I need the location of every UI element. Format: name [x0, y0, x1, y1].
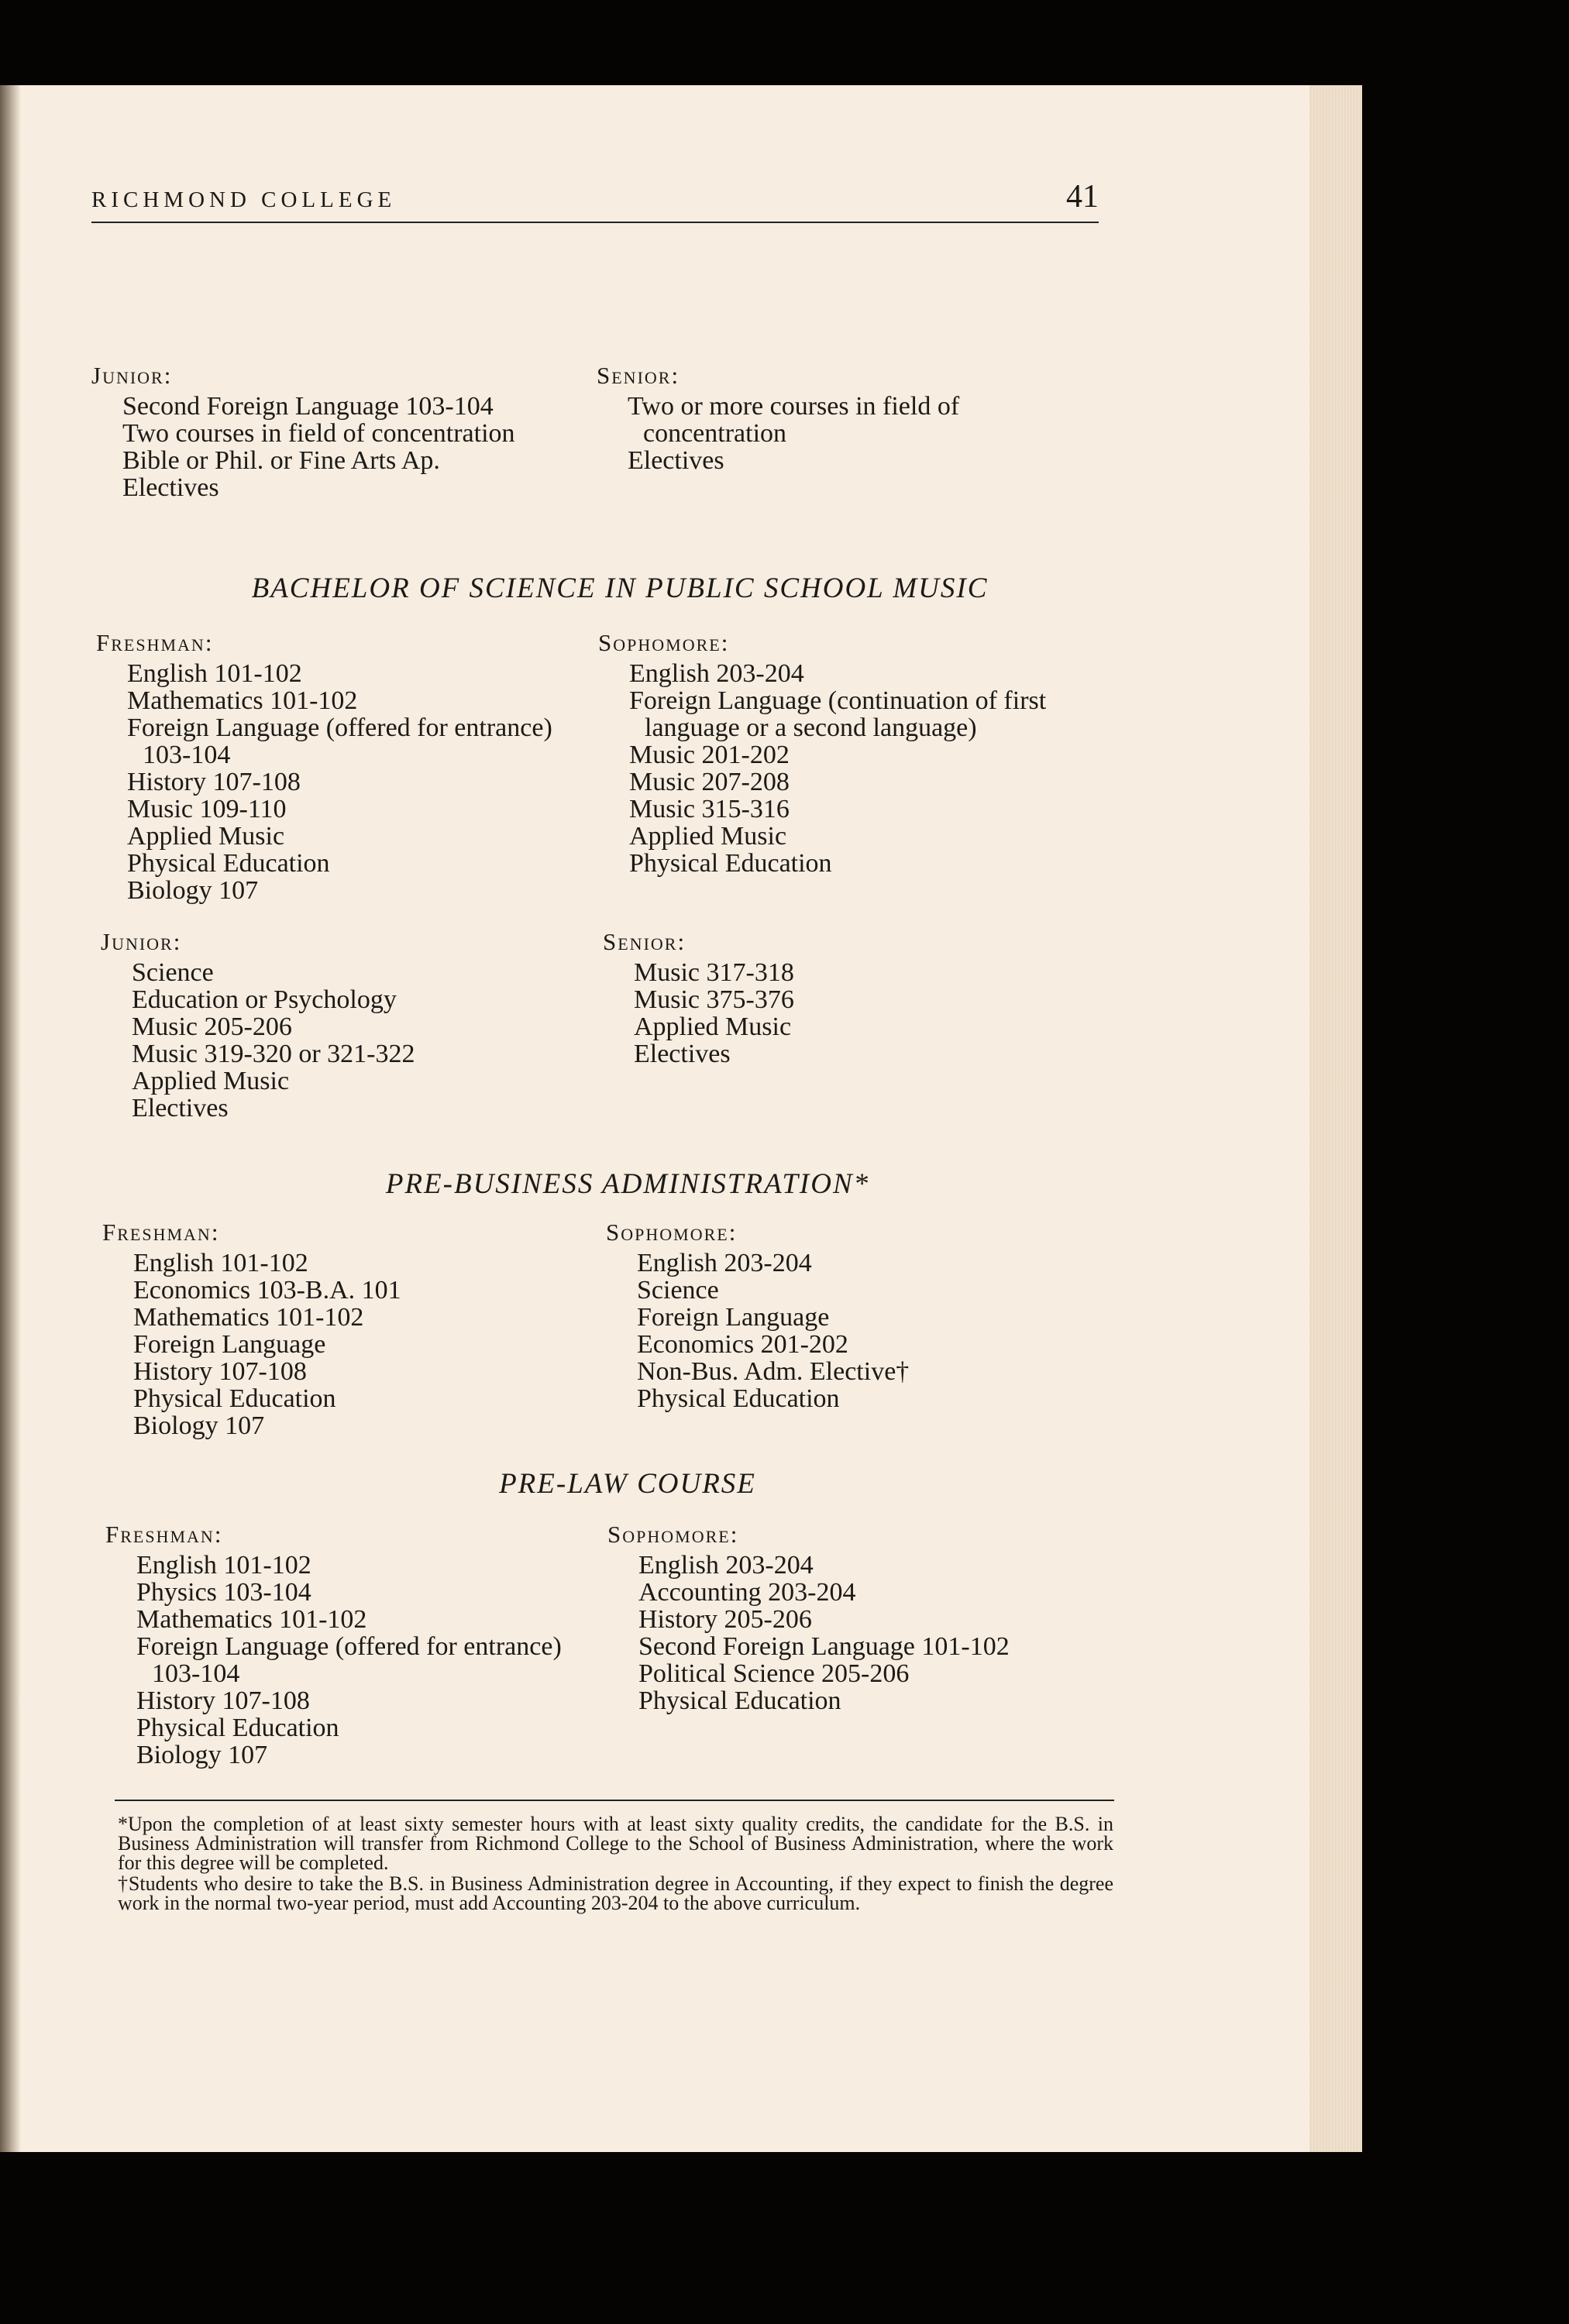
course-item: Two courses in field of concentration — [122, 419, 515, 448]
course-item: Second Foreign Language 101-102 — [638, 1632, 1010, 1661]
course-item: Biology 107 — [136, 1741, 268, 1769]
course-item: Physical Education — [136, 1714, 339, 1742]
course-item: Music 109-110 — [127, 795, 287, 823]
course-item: Physical Education — [637, 1384, 840, 1413]
year-heading: Junior: — [101, 928, 182, 955]
course-item: English 203-204 — [637, 1249, 812, 1277]
footnote-rule — [115, 1800, 1114, 1801]
music-senior-block — [603, 928, 794, 1067]
course-item: Bible or Phil. or Fine Arts Ap. — [122, 446, 440, 475]
course-item: Mathematics 101-102 — [127, 686, 358, 715]
footnote-dagger: †Students who desire to take the B.S. in Business Administration degree in Accounting, if they expect to finish the degree work in the normal two-year period, must add Accounting 203-204 to the above curriculum. — [118, 1872, 1113, 1914]
section-title-bs-music: BACHELOR OF SCIENCE IN PUBLIC SCHOOL MUSIC — [251, 572, 989, 604]
year-heading: Sophomore: — [598, 629, 730, 656]
running-head: RICHMOND COLLEGE — [91, 187, 397, 212]
course-item: Physical Education — [629, 849, 832, 878]
course-item: Mathematics 101-102 — [136, 1605, 367, 1634]
course-item: Music 315-316 — [629, 795, 790, 823]
ba-junior-block — [91, 362, 541, 501]
music-junior-block — [101, 928, 415, 1122]
course-item: History 107-108 — [136, 1686, 310, 1715]
course-item: Foreign Language (continuation of first language or a second language) — [629, 686, 1047, 742]
course-item: Electives — [628, 446, 724, 475]
course-item: Physics 103-104 — [136, 1578, 311, 1607]
course-item: History 107-108 — [133, 1357, 307, 1386]
course-item: English 101-102 — [127, 659, 302, 688]
course-item: Applied Music — [127, 822, 285, 851]
page-header — [91, 178, 1099, 225]
course-item: Applied Music — [132, 1067, 290, 1095]
course-item: Mathematics 101-102 — [133, 1303, 364, 1332]
header-rule — [91, 222, 1099, 223]
book-spine-shadow — [0, 85, 20, 2152]
course-item: Electives — [132, 1094, 229, 1122]
course-item: English 101-102 — [136, 1551, 311, 1580]
course-item: Physical Education — [133, 1384, 336, 1413]
course-item: Electives — [122, 473, 219, 502]
music-freshman-block — [96, 629, 576, 904]
page-edges — [1309, 85, 1362, 2152]
business-freshman-block — [102, 1219, 401, 1439]
course-item: Accounting 203-204 — [638, 1578, 856, 1607]
course-item: Physical Education — [638, 1686, 841, 1715]
course-item: Music 201-202 — [629, 741, 790, 769]
course-item: Biology 107 — [133, 1411, 265, 1440]
course-item: Applied Music — [629, 822, 787, 851]
course-item: Non-Bus. Adm. Elective† — [637, 1357, 910, 1386]
footnote-asterisk: *Upon the completion of at least sixty semester hours with at least sixty quality credits, the candidate for the B.S. in Business Administration will transfer from Richmond College to the School of Business Administration, where the work for this degree will be completed. — [118, 1813, 1113, 1874]
course-item: Music 207-208 — [629, 768, 790, 796]
footnotes — [118, 1814, 1113, 1914]
course-item: Music 205-206 — [132, 1012, 292, 1041]
course-item: Political Science 205-206 — [638, 1659, 910, 1688]
section-title-pre-law: PRE-LAW COURSE — [499, 1468, 756, 1500]
law-sophomore-block — [607, 1521, 1010, 1714]
course-item: Second Foreign Language 103-104 — [122, 392, 494, 421]
year-heading: Senior: — [597, 362, 680, 389]
course-item: Foreign Language — [637, 1303, 830, 1332]
year-heading: Freshman: — [102, 1219, 220, 1246]
course-item: Physical Education — [127, 849, 330, 878]
section-title-pre-business: PRE-BUSINESS ADMINISTRATION* — [385, 1168, 870, 1200]
page-number: 41 — [1066, 179, 1099, 215]
year-heading: Sophomore: — [607, 1521, 739, 1548]
course-item: Applied Music — [634, 1012, 792, 1041]
course-item: English 203-204 — [638, 1551, 814, 1580]
course-item: Education or Psychology — [132, 985, 397, 1014]
course-item: Electives — [634, 1040, 731, 1068]
course-item: Two or more courses in field of concentration — [628, 392, 960, 448]
course-item: History 205-206 — [638, 1605, 812, 1634]
course-item: Science — [637, 1276, 719, 1305]
year-heading: Freshman: — [105, 1521, 223, 1548]
year-heading: Junior: — [91, 362, 173, 389]
business-sophomore-block — [606, 1219, 909, 1412]
year-heading: Senior: — [603, 928, 686, 955]
course-item: Economics 103-B.A. 101 — [133, 1276, 401, 1305]
course-item: English 101-102 — [133, 1249, 308, 1277]
course-item: English 203-204 — [629, 659, 804, 688]
course-item: Science — [132, 958, 214, 987]
course-item: Foreign Language (offered for entrance) 103-104 — [136, 1632, 562, 1688]
year-heading: Sophomore: — [606, 1219, 738, 1246]
course-item: Economics 201-202 — [637, 1330, 848, 1359]
law-freshman-block — [105, 1521, 586, 1769]
course-item: Foreign Language (offered for entrance) 103-104 — [127, 713, 552, 769]
year-heading: Freshman: — [96, 629, 214, 656]
course-item: Biology 107 — [127, 876, 259, 905]
course-item: Music 317-318 — [634, 958, 794, 987]
music-sophomore-block — [598, 629, 1141, 877]
ba-senior-block — [597, 362, 1108, 474]
course-item: Music 375-376 — [634, 985, 794, 1014]
course-item: Music 319-320 or 321-322 — [132, 1040, 415, 1068]
course-item: Foreign Language — [133, 1330, 326, 1359]
course-item: History 107-108 — [127, 768, 301, 796]
